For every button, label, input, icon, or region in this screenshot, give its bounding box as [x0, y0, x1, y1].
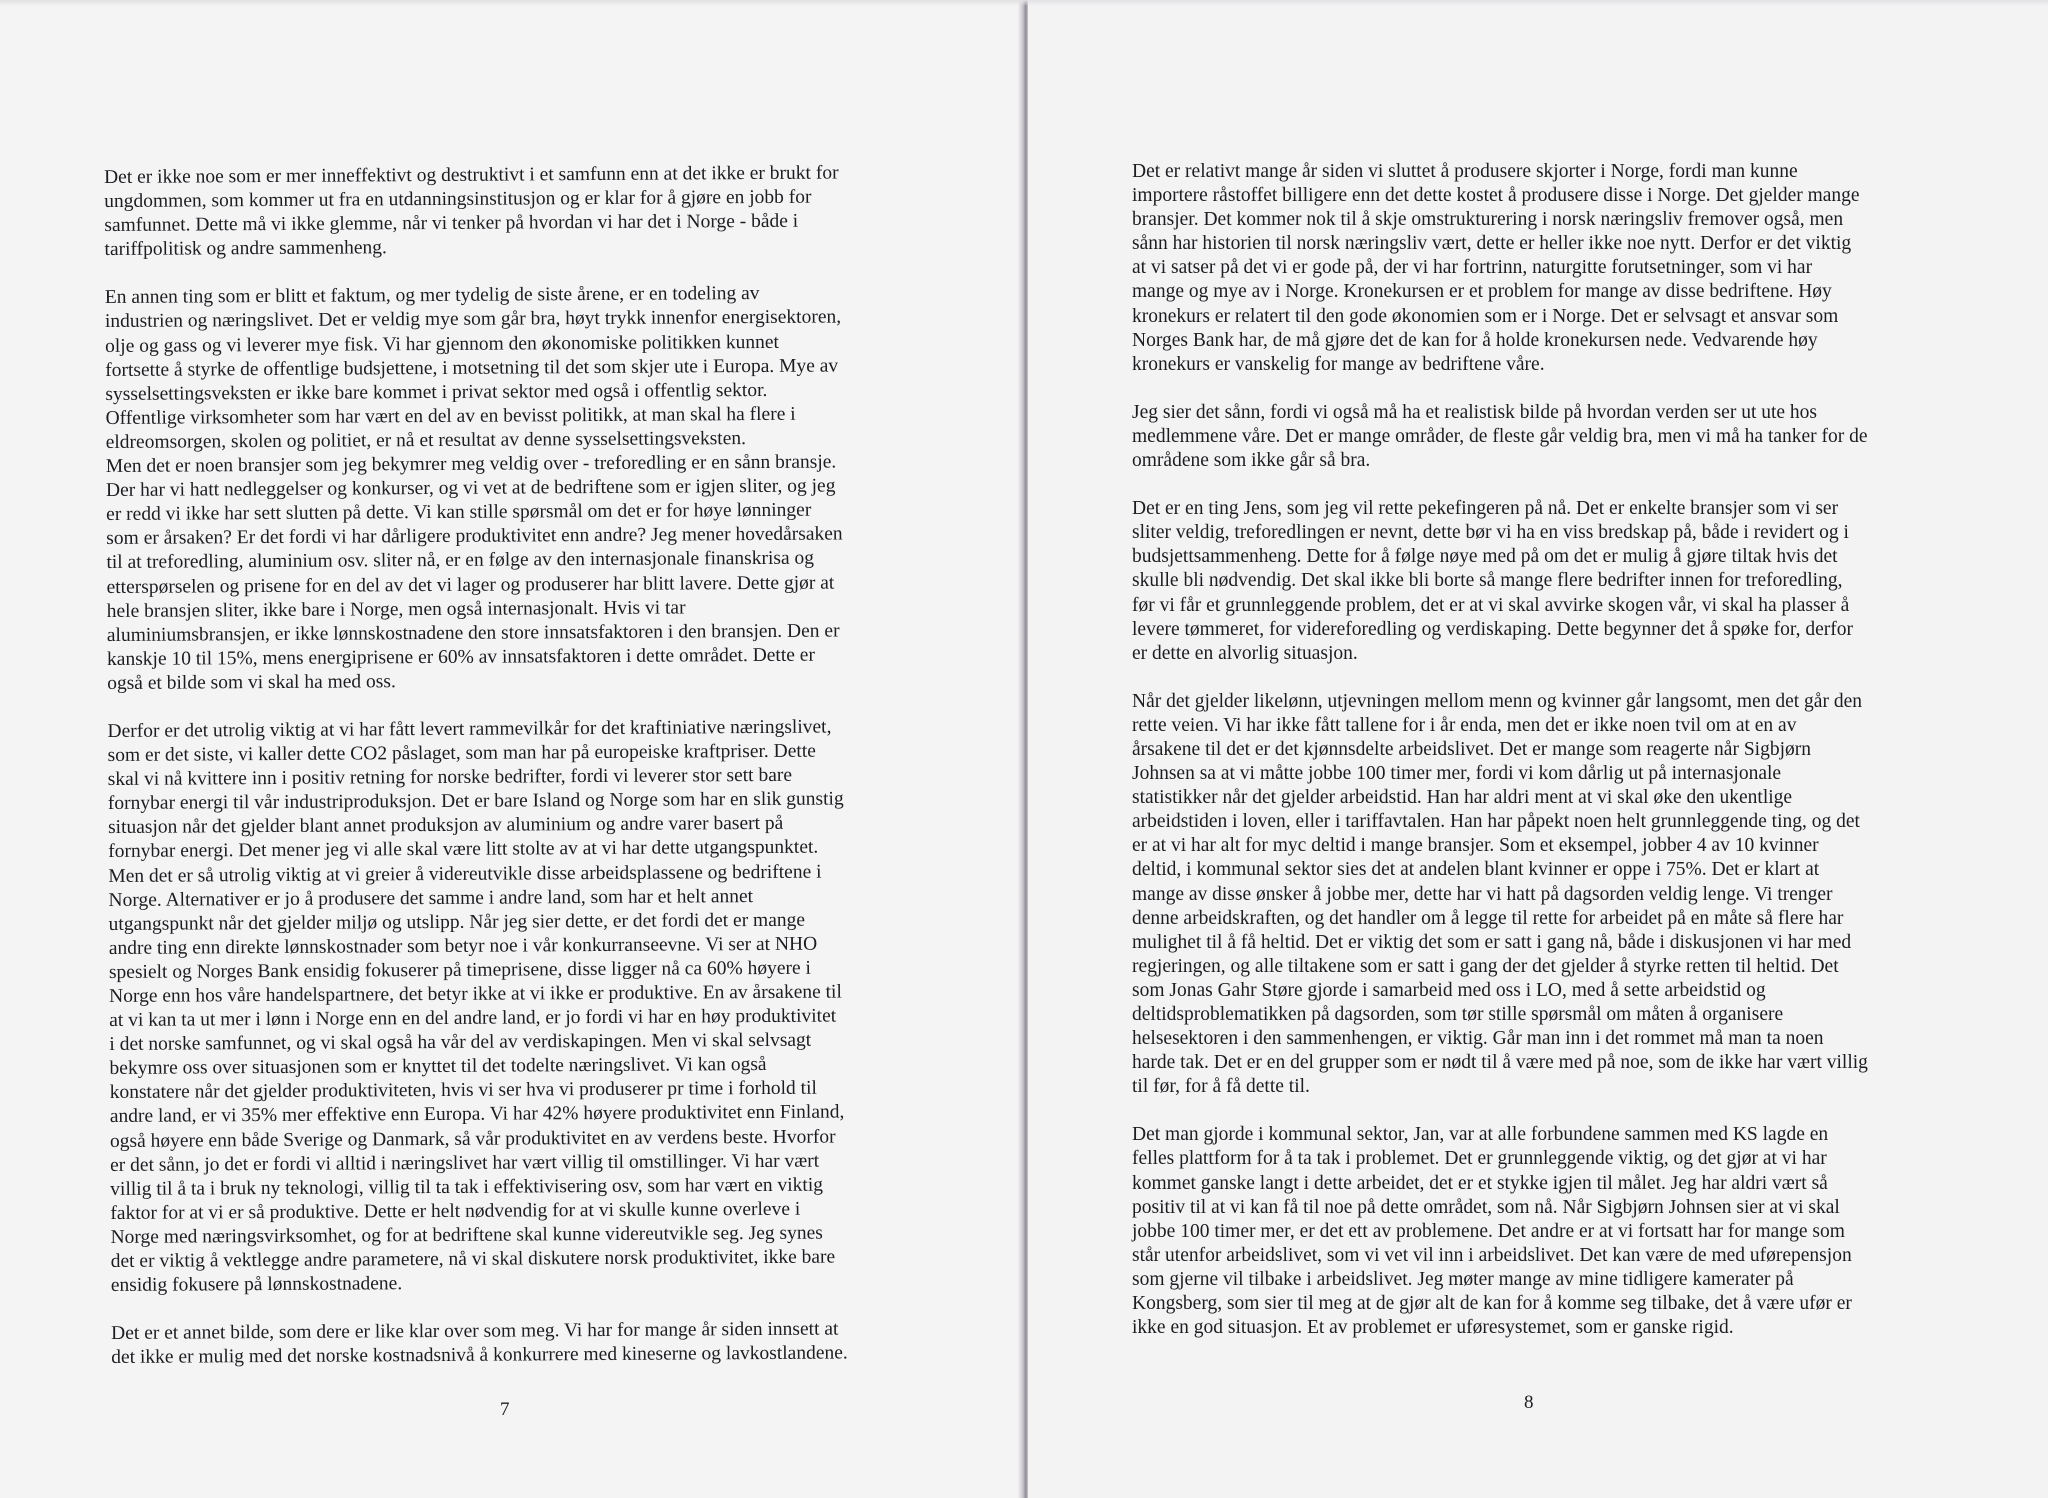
- left-page-number: 7: [500, 1399, 510, 1420]
- right-paragraph-2: Jeg sier det sånn, fordi vi også må ha et realistisk bilde på hvordan verden ser ut ute hos medlemmene våre. Det er mange områder, de fleste går veldig bra, men vi må ha tanker for de områdene som ikke går så bra.: [1132, 401, 1868, 472]
- right-paragraph-4: Når det gjelder likelønn, utjevningen mellom menn og kvinner går langsomt, men det går den rette veien. Vi har ikke fått tallene for i år enda, men det er ikke noen tvil om at en av årsakene til det er det kjønnsdelte arbeidslivet. Det er mange som reagerte når Sigbjørn Johnsen sa at vi måtte jobbe 100 timer mer, fordi vi kom dårlig ut på internasjonale statistikker når det gjelder arbeidstid. Han har aldri ment at vi skal øke den ukentlige arbeidstiden i loven, eller i tariffavtalen. Han har påpekt noen helt grunnleggende ting, og det er at vi har alt for myc deltid i mange bransjer. Som et eksempel, jobber 4 av 10 kvinner deltid, i kommunal sektor sies det at andelen blant kvinner er oppe i 75%. Det er klart at mange av disse ønsker å jobbe mer, dette har vi hatt på dagsorden veldig lenge. Vi trenger denne arbeidskraften, og det handler om å legge til rette for arbeidet på en måte så flere har mulighet til å få heltid. Det er viktig det som er satt i gang nå, både i diskusjonen vi har med regjeringen, og alle tiltakene som er satt i gang der det gjelder å styrke retten til heltid. Det som Jonas Gahr Støre gjorde i samarbeid med oss i LO, med å sette arbeidstid og deltidsproblematikken på dagsorden, som tør stille spørsmål om måten å organisere helsesektoren i den sammenhengen, er viktig. Går man inn i det rommet må man ta noen harde tak. Det er en del grupper som er nødt til å være med på noe, som de ikke har vært villig til før, for å få dette til.: [1132, 690, 1868, 1098]
- left-page-body: [104, 161, 911, 1394]
- right-page-body: [1132, 160, 1932, 1364]
- right-page-number: 8: [1524, 1392, 1534, 1413]
- left-paragraph-3: Derfor er det utrolig viktig at vi har fått levert rammevilkår for det kraftiniative næringslivet, som er det siste, vi kaller dette CO2 påslaget, som man har på europeiske kraftpriser. Dette skal vi nå kvittere inn i positiv retning for norske bedrifter, fordi vi leverer stor sett bare fornybar energi til vår industriproduksjon. Det er bare Island og Norge som har en slik gunstig situasjon når det gjelder blant annet produksjon av aluminium og andre varer basert på fornybar energi. Det mener jeg vi alle skal være litt stolte av at vi har dette utgangspunktet. Men det er så utrolig viktig at vi greier å videreutvikle disse arbeidsplassene og bedriftene i Norge. Alternativer er jo å produsere det samme i andre land, som har et helt annet utgangspunkt når det gjelder miljø og utslipp. Når jeg sier dette, er det fordi det er mange andre ting enn direkte lønnskostnader som betyr noe i vår konkurranseevne. Vi ser at NHO spesielt og Norges Bank ensidig fokuserer på timeprisene, disse ligger nå ca 60% høyere i Norge enn hos våre handelspartnere, det betyr ikke at vi ikke er produktive. En av årsakene til at vi kan ta ut mer i lønn i Norge enn en del andre land, er jo fordi vi har en høy produktivitet i det norske samfunnet, og vi skal også ha vår del av verdiskapingen. Men vi skal selvsagt bekymre oss over situasjonen som er knyttet til det todelte næringslivet. Vi kan også konstatere når det gjelder produktiviteten, hvis vi ser hva vi produserer pr time i forhold til andre land, er vi 35% mer effektive enn Europa. Vi har 42% høyere produktivitet enn Finland, også høyere enn både Sverige og Danmark, så vår produktivitet en av verdens beste. Hvorfor er det sånn, jo det er fordi vi alltid i næringslivet har vært villig til omstillinger. Vi har vært villig til å ta i bruk ny teknologi, villig til ta tak i effektivisering osv, som har vært en viktig faktor for at vi er så produktive. Dette er helt nødvendig for at vi skulle kunne overleve i Norge med næringsvirksomhet, og for at bedriftene skal kunne videreutvikle seg. Jeg synes det er viktig å vektlegge andre parametere, nå vi skal diskutere norsk produktivitet, ikke bare ensidig fokusere på lønnskostnadene.: [107, 716, 845, 1297]
- right-paragraph-3: Det er en ting Jens, som jeg vil rette pekefingeren på nå. Det er enkelte bransjer som vi ser sliter veldig, treforedlingen er nevnt, dette bør vi ha en viss bredskap på, både i revidert og i budsjettsammenheng. Dette for å følge nøye med på om det er mulig å gjøre tiltak hvis det skulle bli nødvendig. Det skal ikke bli borte så mange flere bedrifter innen for treforedling, før vi får et grunnleggende problem, det er at vi skal avvirke skogen vår, vi skal ha plasser å levere tømmeret, for videreforedling og verdiskaping. Dette begynner det å spøke for, derfor er dette en alvorlig situasjon.: [1132, 498, 1853, 664]
- right-paragraph-1: Det er relativt mange år siden vi sluttet å produsere skjorter i Norge, fordi man kunne importere råstoffet billigere enn det dette kostet å produsere disse i Norge. Det gjelder mange bransjer. Det kommer nok til å skje omstrukturering i norsk næringsliv fremover også, men sånn har historien til norsk næringsliv vært, dette er heller ikke noe nytt. Derfor er det viktig at vi satser på det vi er gode på, der vi har fortrinn, naturgitte forutsetninger, som vi har mange og mye av i Norge. Kronekursen er et problem for mange av disse bedriftene. Høy kronekurs er relatert til den gode økonomien som er i Norge. Det er selvsagt et ansvar som Norges Bank har, de må gjøre det de kan for å holde kronekursen nede. Vedvarende høy kronekurs er vanskelig for mange av bedriftene våre.: [1132, 161, 1860, 375]
- left-paragraph-1: Det er ikke noe som er mer inneffektivt og destruktivt i et samfunn enn at det ikke er brukt for ungdommen, som kommer ut fra en utdanningsinstitusjon og er klar for å gjøre en jobb for samfunnet. Dette må vi ikke glemme, når vi tenker på hvordan vi har det i Norge - både i tariffpolitisk og andre sammenheng.: [104, 162, 839, 261]
- left-paragraph-4: Det er et annet bilde, som dere er like klar over som meg. Vi har for mange år siden innsett at det ikke er mulig med det norske kostnadsnivå å konkurrere med kineserne og lavkostlandene.: [111, 1318, 848, 1369]
- left-page: [0, 0, 1022, 1498]
- top-shadow: [0, 0, 2048, 6]
- right-page: [1028, 0, 2048, 1498]
- right-paragraph-5: Det man gjorde i kommunal sektor, Jan, var at alle forbundene sammen med KS lagde en felles plattform for å ta tak i problemet. Det er grunnleggende viktig, og det gjør at vi har kommet ganske langt i dette arbeidet, det er et stykke igjen til målet. Jeg har aldri vært så positiv til at vi kan få til noe på dette området, som nå. Når Sigbjørn Johnsen sier at vi skal jobbe 100 timer mer, er det ett av problemene. Det andre er at vi fortsatt har for mange som står utenfor arbeidslivet, som vi vet vil inn i arbeidslivet. Det kan være de med uførepensjon som gjerne vil tilbake i arbeidslivet. Jeg møter mange av mine tidligere kamerater på Kongsberg, som sier til meg at de gjør alt de kan for å komme seg tilbake, det å være ufør er ikke en god situasjon. Et av problemet er uføresystemet, som er ganske rigid.: [1132, 1124, 1852, 1339]
- left-paragraph-2: En annen ting som er blitt et faktum, og mer tydelig de siste årene, er en todeling av industrien og næringslivet. Det er veldig mye som går bra, høyt trykk innenfor energisektoren, olje og gass og vi leverer mye fisk. Vi har gjennom den økonomiske politikken kunnet fortsette å styrke de offentlige budsjettene, i motsetning til det som skjer ute i Europa. Mye av sysselsettingsveksten er ikke bare kommet i privat sektor med også i offentlig sektor. Offentlige virksomheter som har vært en del av en bevisst politikk, at man skal ha flere i eldreomsorgen, skolen og politiet, er nå et resultat av denne sysselsettingsveksten. Men det er noen bransjer som jeg bekymrer meg veldig over - treforedling er en sånn bransje. Der har vi hatt nedleggelser og konkurser, og vi vet at de bedriftene som er igjen sliter, og jeg er redd vi ikke har sett slutten på dette. Vi kan stille spørsmål om det er for høye lønninger som er årsaken? Er det fordi vi har dårligere produktivitet enn andre? Jeg mener hovedårsaken til at treforedling, aluminium osv. sliter nå, er en følge av den internasjonale finanskrisa og etterspørselen og prisene for en del av det vi lager og produserer har blitt lavere. Dette gjør at hele bransjen sliter, ikke bare i Norge, men også internasjonalt. Hvis vi tar aluminiumsbransjen, er ikke lønnskostnadene den store innsatsfaktoren i den bransjen. Den er kanskje 10 til 15%, mens energiprisene er 60% av innsatsfaktoren i dette området. Dette er også et bilde som vi skal ha med oss.: [104, 283, 843, 694]
